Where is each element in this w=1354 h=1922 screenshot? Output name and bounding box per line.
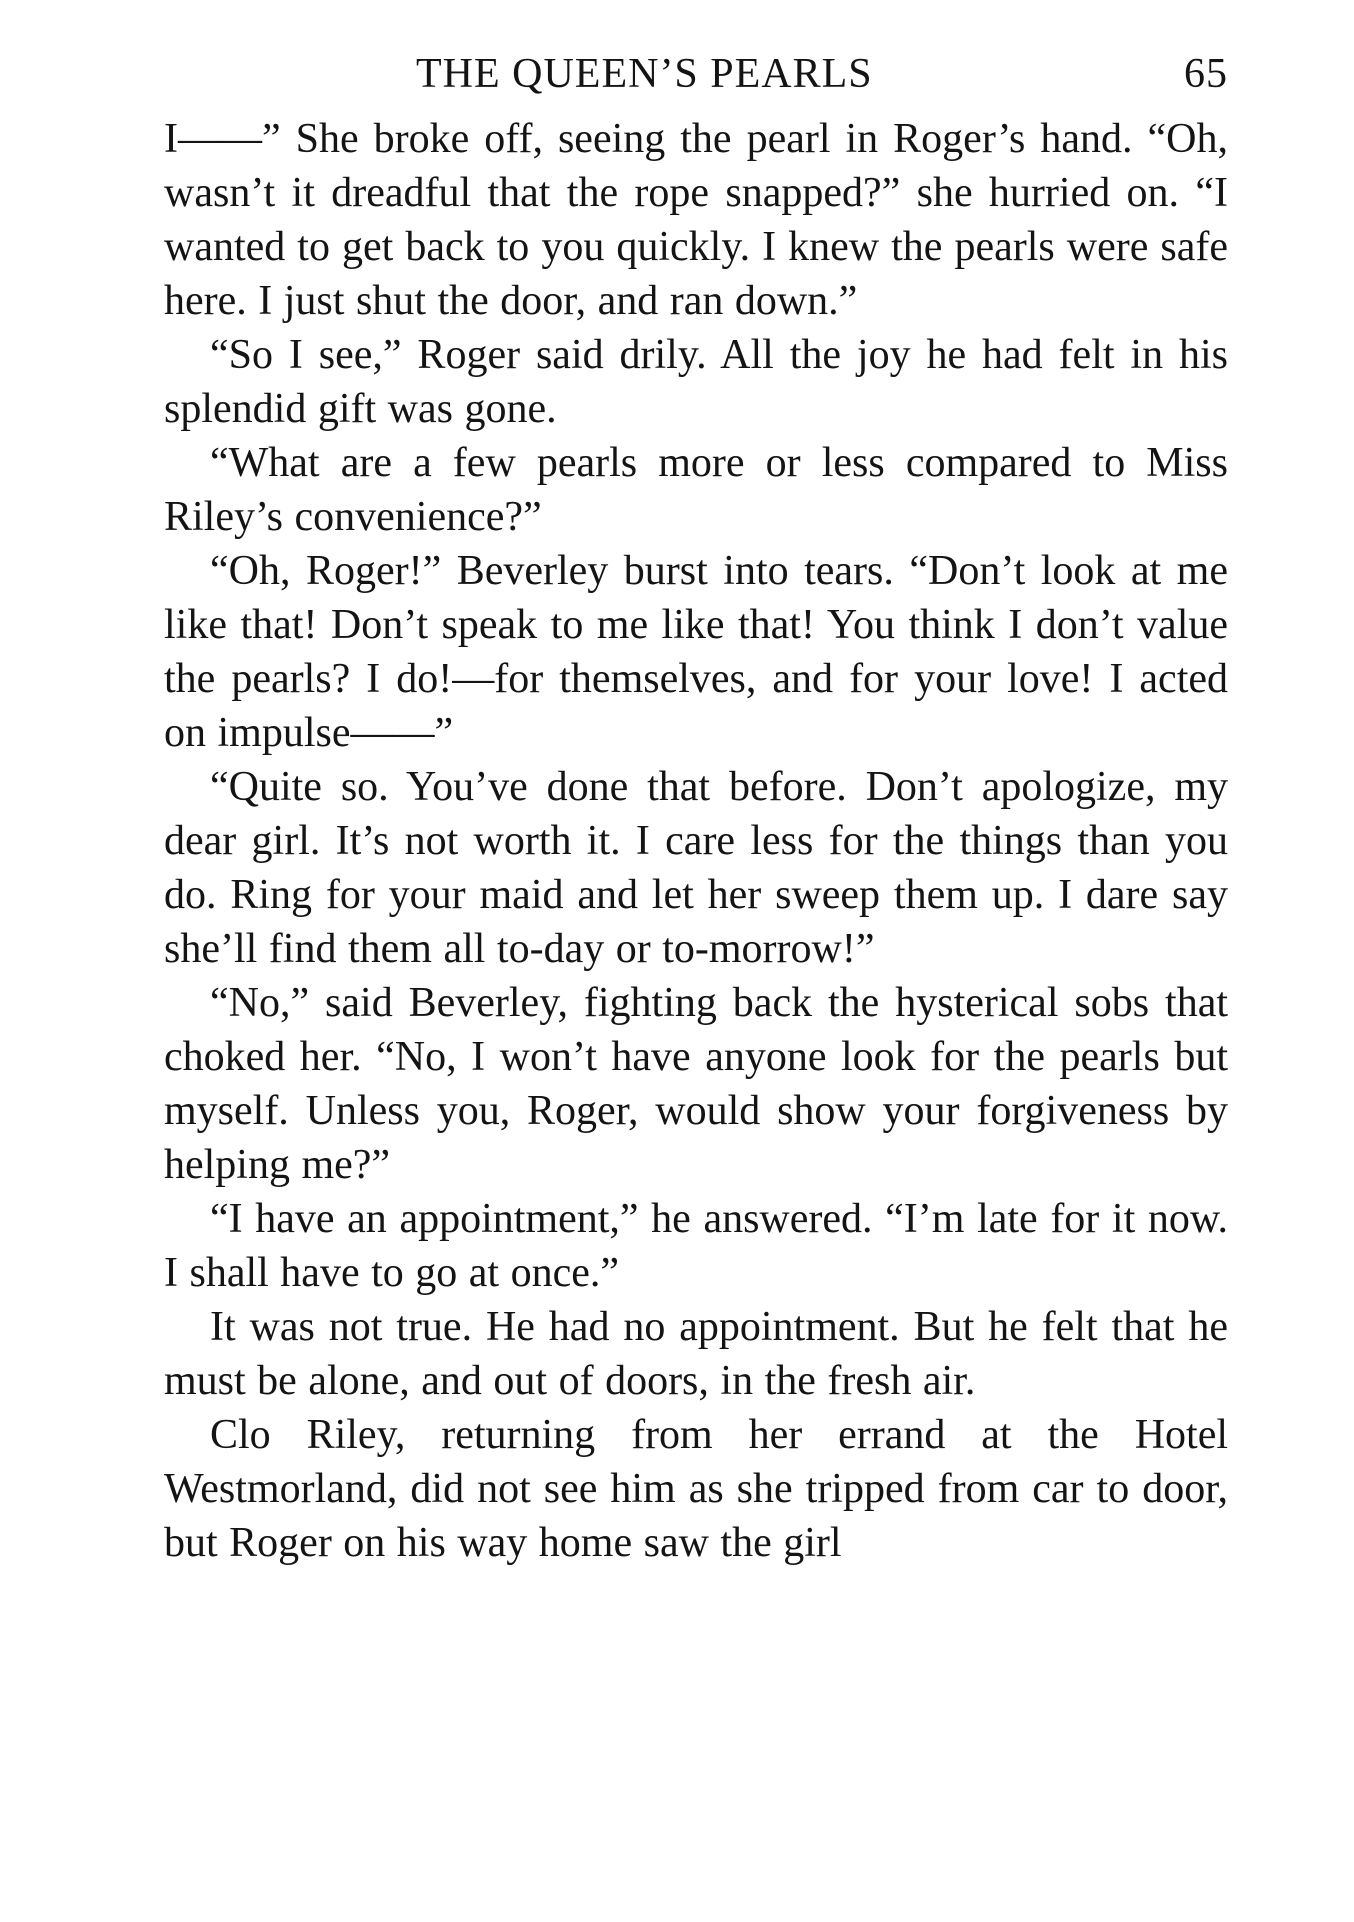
paragraph: Clo Riley, returning from her errand at the Hotel Westmorland, did not see him as she tripped from car to door, but Roger on his way home saw the girl bbox=[164, 1412, 1228, 1566]
paragraph: It was not true. He had no appointment. But he felt that he must be alone, and out of doors, in the fresh air. bbox=[164, 1304, 1228, 1404]
body-text bbox=[164, 112, 1228, 1570]
running-head bbox=[164, 42, 1228, 106]
paragraph: I——” She broke off, seeing the pearl in Roger’s hand. “Oh, wasn’t it dreadful that the rope snapped?” she hurried on. “I wanted to get back to you quickly. I knew the pearls were safe here. I just shut the door, and ran down.” bbox=[164, 116, 1228, 324]
paragraph: “Quite so. You’ve done that before. Don’t apologize, my dear girl. It’s not worth it. I care less for the things than you do. Ring for your maid and let her sweep them up. I dare say she’ll find them all to-day or to-morrow!” bbox=[164, 764, 1228, 972]
paragraph: “I have an appointment,” he answered. “I’m late for it now. I shall have to go at once.” bbox=[164, 1196, 1228, 1296]
book-page bbox=[164, 42, 1228, 1570]
paragraph: “Oh, Roger!” Beverley burst into tears. “Don’t look at me like that! Don’t speak to me like that! You think I don’t value the pearls? I do!—for themselves, and for your love! I acted on impulse——” bbox=[164, 548, 1228, 756]
running-title: THE QUEEN’S PEARLS bbox=[416, 51, 873, 97]
paragraph: “So I see,” Roger said drily. All the joy he had felt in his splendid gift was gone. bbox=[164, 332, 1228, 432]
paragraph: “What are a few pearls more or less compared to Miss Riley’s convenience?” bbox=[164, 440, 1228, 540]
page-number: 65 bbox=[1184, 51, 1228, 97]
paragraph: “No,” said Beverley, fighting back the hysterical sobs that choked her. “No, I won’t have anyone look for the pearls but myself. Unless you, Roger, would show your forgiveness by helping me?” bbox=[164, 980, 1228, 1188]
